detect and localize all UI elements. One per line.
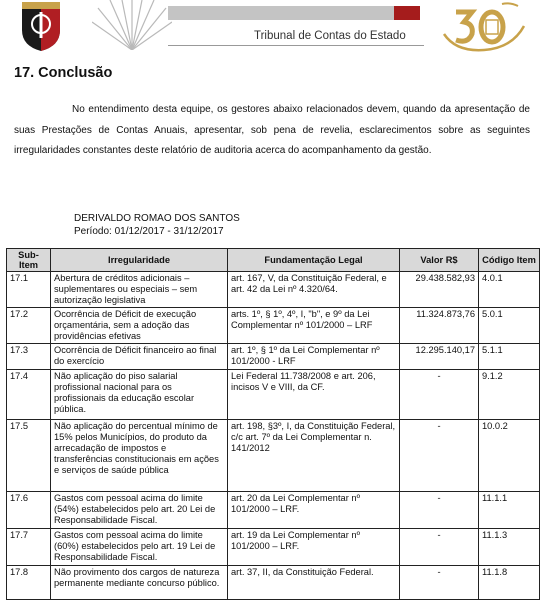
cell-codigo: 4.0.1 [479, 272, 540, 308]
header-valor: Valor R$ [400, 249, 479, 272]
anniversary-30-logo-icon [438, 0, 530, 52]
cell-valor: - [400, 566, 479, 600]
cell-irregularidade: Não provimento dos cargos de natureza permanente mediante concurso público. [51, 566, 228, 600]
cell-valor: - [400, 529, 479, 566]
cell-codigo: 11.1.8 [479, 566, 540, 600]
document-header [0, 0, 544, 58]
cell-irregularidade: Não aplicação do percentual mínimo de 15% pelos Municípios, do produto da arrecadação de impostos e transferências constitucionais em ações e serviços de saúde pública [51, 420, 228, 492]
manager-period: Período: 01/12/2017 - 31/12/2017 [74, 226, 224, 237]
sunburst-icon [92, 0, 172, 50]
irregularities-table [6, 248, 540, 600]
section-title: 17. Conclusão [14, 65, 113, 81]
cell-codigo: 10.0.2 [479, 420, 540, 492]
manager-name: DERIVALDO ROMAO DOS SANTOS [74, 213, 240, 224]
coat-of-arms-icon [16, 0, 66, 52]
cell-sub-item: 17.3 [7, 344, 51, 370]
header-sub-item: Sub-Item [7, 249, 51, 272]
organization-name: Tribunal de Contas do Estado [254, 30, 406, 42]
table-row [7, 420, 540, 492]
header-banner [168, 6, 420, 20]
table-row [7, 529, 540, 566]
cell-irregularidade: Gastos com pessoal acima do limite (54%) estabelecidos pelo art. 20 Lei de Responsabilidade Fiscal. [51, 492, 228, 529]
cell-fundamentacao: art. 20 da Lei Complementar nº 101/2000 – LRF. [228, 492, 400, 529]
cell-fundamentacao: arts. 1º, § 1º, 4º, I, "b", e 9º da Lei Complementar nº 101/2000 – LRF [228, 308, 400, 344]
cell-irregularidade: Ocorrência de Déficit de execução orçamentária, sem a adoção das providências efetivas [51, 308, 228, 344]
cell-codigo: 5.0.1 [479, 308, 540, 344]
cell-sub-item: 17.1 [7, 272, 51, 308]
manager-block [74, 212, 240, 238]
cell-sub-item: 17.4 [7, 370, 51, 420]
cell-sub-item: 17.7 [7, 529, 51, 566]
cell-fundamentacao: art. 198, §3º, I, da Constituição Federal, c/c art. 7º da Lei Complementar n. 141/2012 [228, 420, 400, 492]
cell-irregularidade: Abertura de créditos adicionais – suplementares ou especiais – sem autorização legislativa [51, 272, 228, 308]
header-banner-accent [394, 6, 420, 20]
cell-valor: 29.438.582,93 [400, 272, 479, 308]
cell-irregularidade: Ocorrência de Déficit financeiro ao final do exercício [51, 344, 228, 370]
cell-irregularidade: Gastos com pessoal acima do limite (60%) estabelecidos pelo art. 19 Lei de Responsabilidade Fiscal. [51, 529, 228, 566]
cell-codigo: 5.1.1 [479, 344, 540, 370]
cell-sub-item: 17.6 [7, 492, 51, 529]
cell-codigo: 9.1.2 [479, 370, 540, 420]
header-codigo: Código Item [479, 249, 540, 272]
cell-valor: 11.324.873,76 [400, 308, 479, 344]
intro-paragraph: No entendimento desta equipe, os gestores abaixo relacionados devem, quando da apresentação de suas Prestações de Contas Anuais, apresentar, sob pena de revelia, esclarecimentos sobre as seguintes irregularidades constantes deste relatório de auditoria acerca do acompanhamento da gestão. [14, 104, 530, 156]
cell-fundamentacao: art. 37, II, da Constituição Federal. [228, 566, 400, 600]
cell-sub-item: 17.2 [7, 308, 51, 344]
table-row [7, 492, 540, 529]
cell-fundamentacao: art. 1º, § 1º da Lei Complementar nº 101/2000 - LRF [228, 344, 400, 370]
cell-irregularidade: Não aplicação do piso salarial profissional nacional para os profissionais da educação escolar pública. [51, 370, 228, 420]
table-row [7, 370, 540, 420]
cell-sub-item: 17.8 [7, 566, 51, 600]
table-row [7, 566, 540, 600]
cell-codigo: 11.1.1 [479, 492, 540, 529]
table-row [7, 308, 540, 344]
cell-valor: - [400, 370, 479, 420]
header-divider [168, 45, 424, 46]
cell-codigo: 11.1.3 [479, 529, 540, 566]
cell-sub-item: 17.5 [7, 420, 51, 492]
header-irregularidade: Irregularidade [51, 249, 228, 272]
cell-fundamentacao: Lei Federal 11.738/2008 e art. 206, incisos V e VIII, da CF. [228, 370, 400, 420]
cell-valor: 12.295.140,17 [400, 344, 479, 370]
cell-fundamentacao: art. 167, V, da Constituição Federal, e art. 42 da Lei nº 4.320/64. [228, 272, 400, 308]
cell-valor: - [400, 492, 479, 529]
cell-valor: - [400, 420, 479, 492]
table-header-row [7, 249, 540, 272]
header-fundamentacao: Fundamentação Legal [228, 249, 400, 272]
table-row [7, 272, 540, 308]
table-row [7, 344, 540, 370]
cell-fundamentacao: art. 19 da Lei Complementar nº 101/2000 – LRF. [228, 529, 400, 566]
